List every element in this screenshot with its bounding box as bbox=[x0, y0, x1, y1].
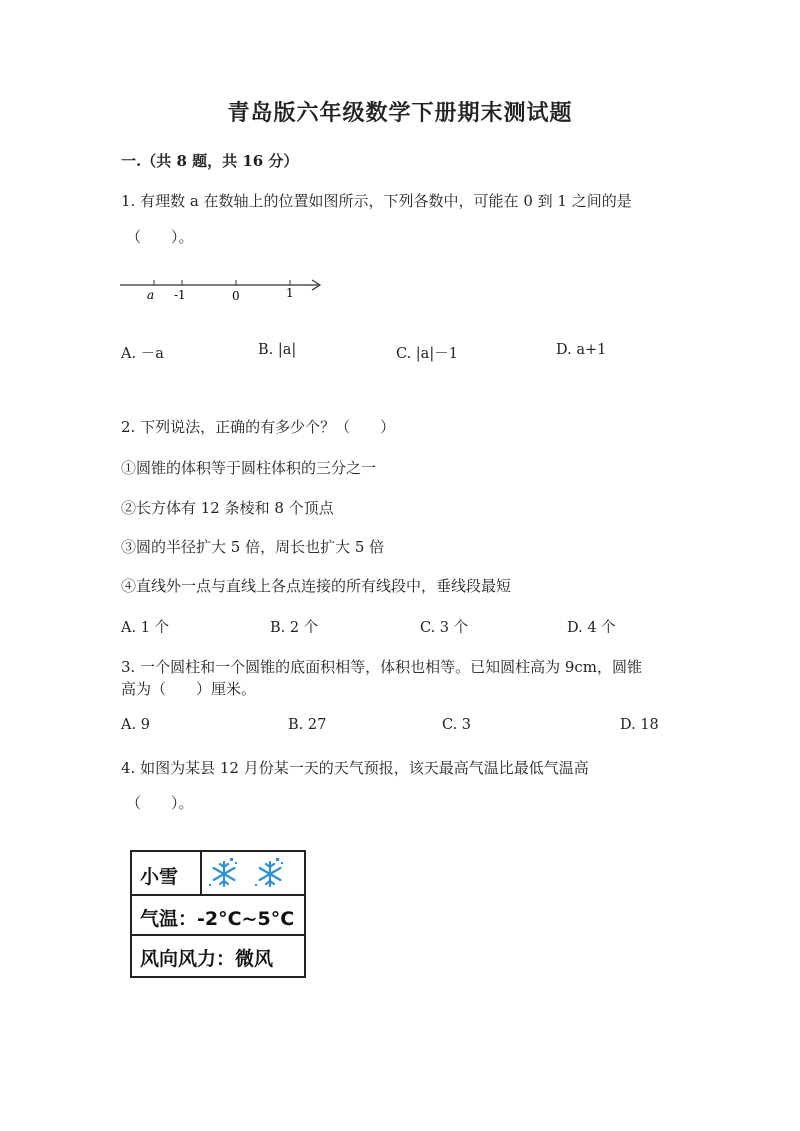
q1-answer-blank: （ ）。 bbox=[126, 228, 194, 246]
q3-option-c[interactable]: C. 3 bbox=[442, 717, 472, 733]
snowflake-icon bbox=[206, 856, 242, 892]
section-heading: 一.（共 8 题，共 16 分） bbox=[121, 152, 299, 170]
q3-option-b[interactable]: B. 27 bbox=[288, 717, 327, 733]
q4-stem: 4. 如图为某县 12 月份某一天的天气预报，该天最高气温比最低气温高 bbox=[121, 759, 589, 777]
q3-stem: 3. 一个圆柱和一个圆锥的底面积相等，体积也相等。已知圆柱高为 9cm，圆锥 bbox=[121, 658, 643, 676]
forecast-temperature-row bbox=[132, 896, 304, 936]
q2-option-b[interactable]: B. 2 个 bbox=[270, 620, 319, 636]
forecast-weather-label: 小雪 bbox=[140, 866, 179, 888]
q2-statement-1: ①圆锥的体积等于圆柱体积的三分之一 bbox=[121, 459, 377, 477]
label-zero: 0 bbox=[232, 289, 240, 303]
forecast-wind: 风向风力：微风 bbox=[140, 948, 274, 970]
label-one: 1 bbox=[286, 286, 294, 300]
q1-option-a[interactable]: A. －a bbox=[121, 346, 164, 362]
q3-option-d[interactable]: D. 18 bbox=[620, 717, 659, 733]
q2-statement-4: ④直线外一点与直线上各点连接的所有线段中，垂线段最短 bbox=[121, 577, 512, 595]
q2-stem: 2. 下列说法，正确的有多少个？（ ） bbox=[121, 418, 396, 436]
q2-statement-2: ②长方体有 12 条棱和 8 个顶点 bbox=[121, 499, 334, 517]
forecast-weather-row bbox=[132, 852, 304, 896]
forecast-divider bbox=[200, 852, 202, 894]
q2-statement-3: ③圆的半径扩大 5 倍，周长也扩大 5 倍 bbox=[121, 538, 385, 556]
q1-option-b[interactable]: B. |a| bbox=[258, 342, 297, 358]
q3-stem-continued: 高为（ ）厘米。 bbox=[121, 680, 257, 698]
q1-stem: 1. 有理数 a 在数轴上的位置如图所示，下列各数中，可能在 0 到 1 之间的是 bbox=[121, 192, 632, 210]
q2-option-a[interactable]: A. 1 个 bbox=[121, 620, 170, 636]
forecast-wind-row bbox=[132, 936, 304, 976]
weather-forecast-card bbox=[130, 850, 306, 978]
q1-option-d[interactable]: D. a+1 bbox=[556, 342, 607, 358]
label-a: a bbox=[147, 288, 155, 302]
q4-answer-blank: （ ）。 bbox=[126, 794, 194, 812]
snowflake-icon bbox=[252, 856, 288, 892]
page-title: 青岛版六年级数学下册期末测试题 bbox=[227, 100, 573, 126]
q2-option-c[interactable]: C. 3 个 bbox=[420, 620, 469, 636]
q1-option-c[interactable]: C. |a|－1 bbox=[396, 346, 458, 362]
q2-option-d[interactable]: D. 4 个 bbox=[567, 620, 616, 636]
label-minus-one: -1 bbox=[174, 288, 186, 302]
number-line-figure bbox=[118, 272, 328, 306]
forecast-temperature: 气温：-2°C~5°C bbox=[140, 908, 295, 930]
q3-option-a[interactable]: A. 9 bbox=[121, 717, 150, 733]
